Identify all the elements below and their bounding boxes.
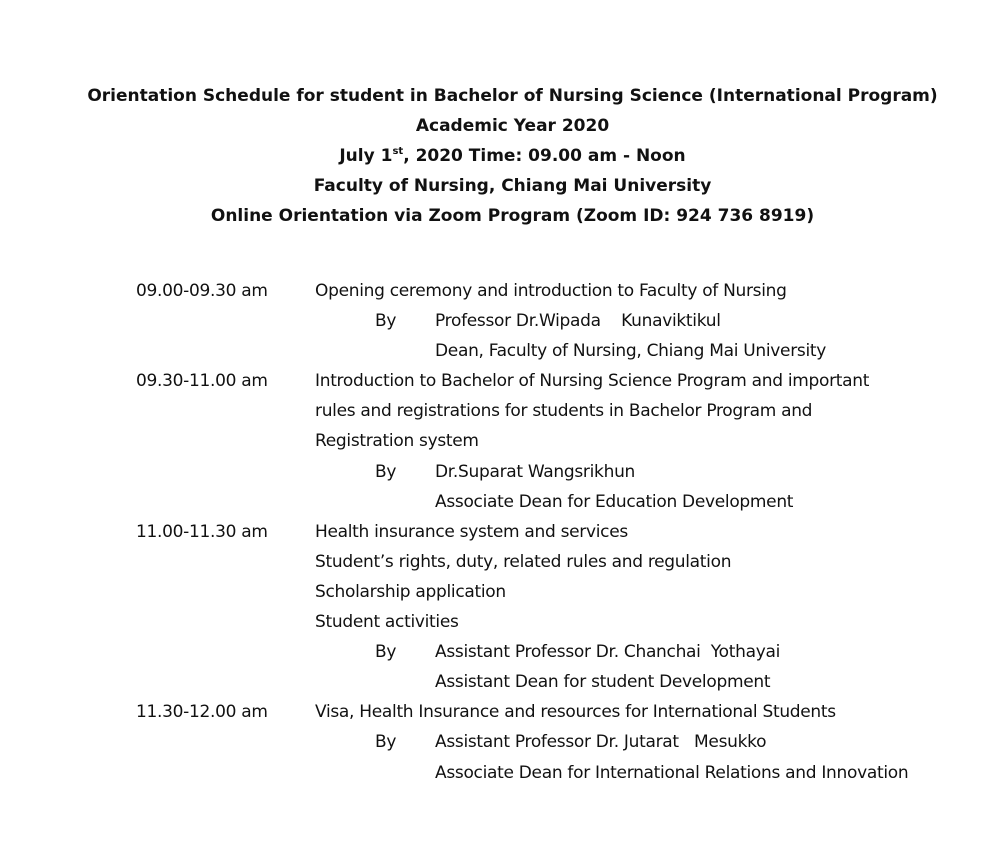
document-header <box>0 81 982 231</box>
topic-continuation-row <box>0 607 982 637</box>
schedule-row <box>0 366 982 396</box>
by-label: By <box>375 642 397 663</box>
session-topic: Student’s rights, duty, related rules and regulation <box>315 551 732 572</box>
schedule-row <box>0 276 982 306</box>
session-topic: rules and registrations for students in Bachelor Program and <box>315 401 813 422</box>
session-topic: Introduction to Bachelor of Nursing Science Program and important <box>315 371 870 392</box>
speaker-title: Associate Dean for Education Development <box>435 491 794 512</box>
speaker-row <box>0 727 982 757</box>
zoom-info: Online Orientation via Zoom Program (Zoom ID: 924 736 8919) <box>210 206 815 226</box>
speaker-name: Professor Dr.Wipada Kunaviktikul <box>435 311 721 332</box>
speaker-title: Associate Dean for International Relations and Innovation <box>435 762 909 783</box>
topic-continuation-row <box>0 577 982 607</box>
session-time: 09.30-11.00 am <box>136 371 268 392</box>
academic-year: Academic Year 2020 <box>415 116 610 136</box>
session-time: 11.30-12.00 am <box>136 702 268 723</box>
speaker-title: Assistant Dean for student Development <box>435 672 771 693</box>
speaker-name: Assistant Professor Dr. Chanchai Yothayai <box>435 642 780 663</box>
speaker-title-row <box>0 667 982 697</box>
document-title: Orientation Schedule for student in Bachelor of Nursing Science (International Program) <box>87 86 938 106</box>
speaker-row <box>0 637 982 667</box>
session-topic: Scholarship application <box>315 581 506 602</box>
topic-continuation-row <box>0 547 982 577</box>
speaker-title-row <box>0 336 982 366</box>
schedule-list <box>0 276 982 788</box>
session-topic: Health insurance system and services <box>315 521 628 542</box>
speaker-title-row <box>0 758 982 788</box>
by-label: By <box>375 311 397 332</box>
schedule-row <box>0 697 982 727</box>
session-topic: Visa, Health Insurance and resources for International Students <box>315 702 836 723</box>
session-time: 09.00-09.30 am <box>136 281 268 301</box>
session-time: 11.00-11.30 am <box>136 521 268 542</box>
topic-continuation-row <box>0 396 982 426</box>
event-date-time: July 1st, 2020 Time: 09.00 am - Noon <box>339 146 686 166</box>
by-label: By <box>375 732 397 753</box>
session-topic: Registration system <box>315 431 479 452</box>
speaker-title: Dean, Faculty of Nursing, Chiang Mai University <box>435 341 827 362</box>
speaker-row <box>0 457 982 487</box>
speaker-row <box>0 306 982 336</box>
session-topic: Student activities <box>315 612 459 633</box>
speaker-title-row <box>0 487 982 517</box>
topic-continuation-row <box>0 426 982 456</box>
schedule-row <box>0 517 982 547</box>
speaker-name: Dr.Suparat Wangsrikhun <box>435 461 636 482</box>
session-topic: Opening ceremony and introduction to Faculty of Nursing <box>315 281 787 301</box>
speaker-name: Assistant Professor Dr. Jutarat Mesukko <box>435 732 767 753</box>
by-label: By <box>375 461 397 482</box>
faculty-name: Faculty of Nursing, Chiang Mai University <box>313 176 712 196</box>
